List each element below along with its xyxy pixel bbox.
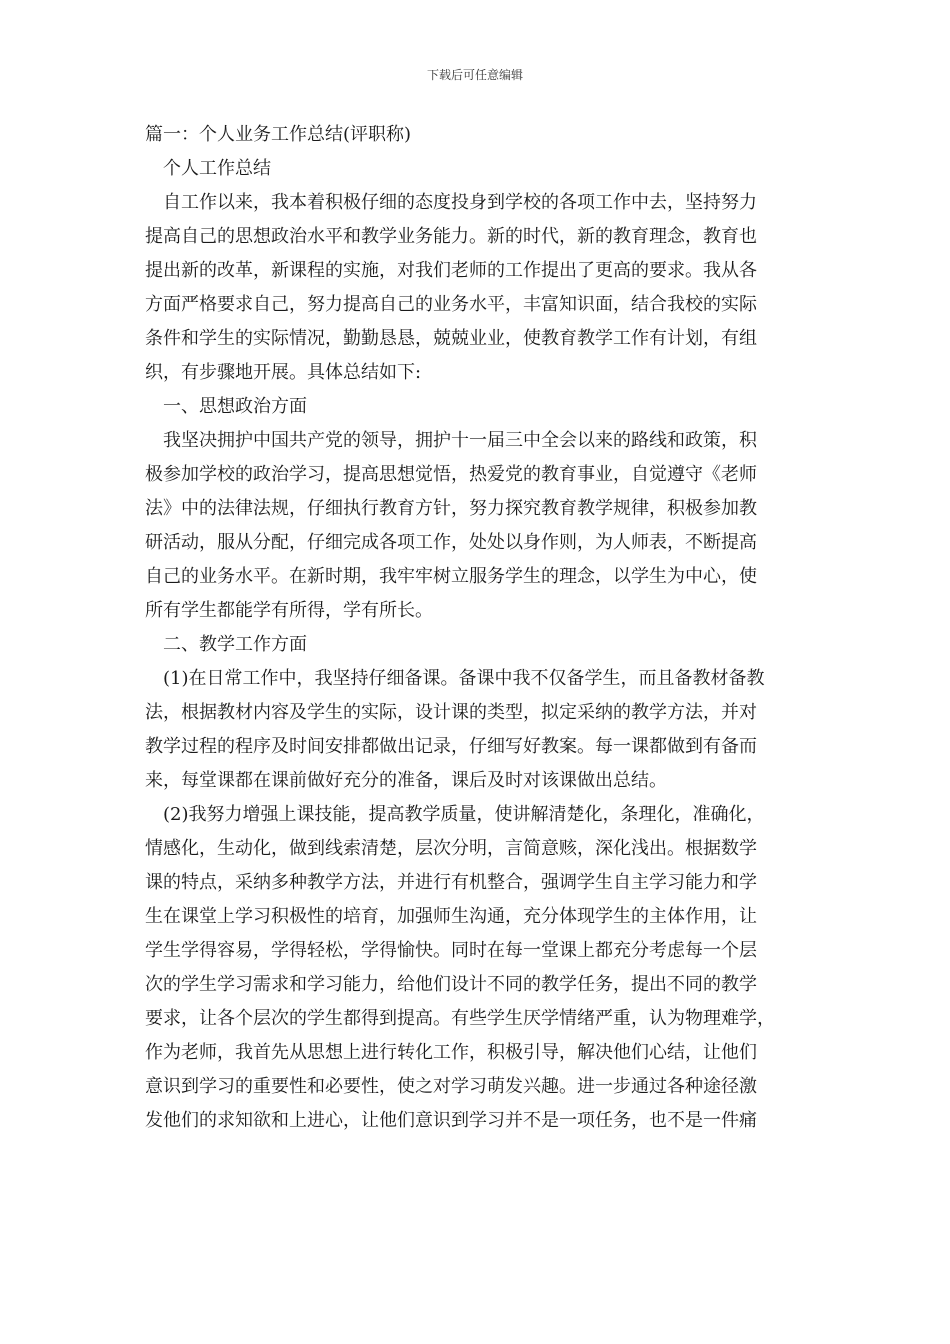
text-line: 二、教学工作方面 — [163, 634, 307, 655]
text-line: 教学过程的程序及时间安排都做出记录，仔细写好教案。每一课都做到有备而 — [145, 736, 757, 757]
page-header: 下载后可任意编辑 — [426, 68, 523, 82]
text-line: 方面严格要求自己，努力提高自己的业务水平，丰富知识面，结合我校的实际 — [145, 294, 757, 315]
text-line: 一、思想政治方面 — [163, 396, 307, 417]
document-body — [145, 118, 820, 1138]
text-line: 织，有步骤地开展。具体总结如下: — [145, 362, 422, 383]
text-line: 法》中的法律法规，仔细执行教育方针，努力探究教育教学规律，积极参加教 — [145, 498, 757, 519]
text-line: 个人工作总结 — [163, 158, 271, 179]
text-line: 篇一：个人业务工作总结(评职称) — [145, 124, 412, 145]
text-line: 学生学得容易，学得轻松，学得愉快。同时在每一堂课上都充分考虑每一个层 — [145, 940, 757, 961]
text-line: 所有学生都能学有所得，学有所长。 — [145, 600, 433, 621]
text-line: 作为老师，我首先从思想上进行转化工作，积极引导，解决他们心结，让他们 — [145, 1042, 757, 1063]
text-line: 情感化，生动化，做到线索清楚，层次分明，言简意赅，深化浅出。根据数学 — [145, 838, 757, 859]
text-line: 自工作以来，我本着积极仔细的态度投身到学校的各项工作中去，坚持努力 — [163, 192, 757, 213]
text-line: 来，每堂课都在课前做好充分的准备，课后及时对该课做出总结。 — [145, 770, 667, 791]
text-line: 极参加学校的政治学习，提高思想觉悟，热爱党的教育事业，自觉遵守《老师 — [145, 464, 757, 485]
text-line: 生在课堂上学习积极性的培育，加强师生沟通，充分体现学生的主体作用，让 — [145, 906, 757, 927]
text-line: 我坚决拥护中国共产党的领导，拥护十一届三中全会以来的路线和政策，积 — [163, 430, 757, 451]
text-line: 法，根据教材内容及学生的实际，设计课的类型，拟定采纳的教学方法，并对 — [145, 702, 757, 723]
text-line: (1)在日常工作中，我坚持仔细备课。备课中我不仅备学生，而且备教材备教 — [163, 668, 765, 689]
text-line: 发他们的求知欲和上进心，让他们意识到学习并不是一项任务，也不是一件痛 — [145, 1110, 757, 1131]
text-line: 次的学生学习需求和学习能力，给他们设计不同的教学任务，提出不同的教学 — [145, 974, 757, 995]
text-line: 提高自己的思想政治水平和教学业务能力。新的时代，新的教育理念，教育也 — [145, 226, 757, 247]
text-line: 研活动，服从分配，仔细完成各项工作，处处以身作则，为人师表，不断提高 — [145, 532, 757, 553]
text-line: 意识到学习的重要性和必要性，使之对学习萌发兴趣。进一步通过各种途径激 — [145, 1076, 757, 1097]
text-line: (2)我努力增强上课技能，提高教学质量，使讲解清楚化，条理化，准确化， — [163, 804, 765, 825]
text-line: 自己的业务水平。在新时期，我牢牢树立服务学生的理念，以学生为中心，使 — [145, 566, 757, 587]
text-line: 要求，让各个层次的学生都得到提高。有些学生厌学情绪严重，认为物理难学， — [145, 1008, 775, 1029]
text-line: 条件和学生的实际情况，勤勤恳恳，兢兢业业，使教育教学工作有计划，有组 — [145, 328, 757, 349]
text-line: 课的特点，采纳多种教学方法，并进行有机整合，强调学生自主学习能力和学 — [145, 872, 757, 893]
text-line: 提出新的改革，新课程的实施，对我们老师的工作提出了更高的要求。我从各 — [145, 260, 757, 281]
